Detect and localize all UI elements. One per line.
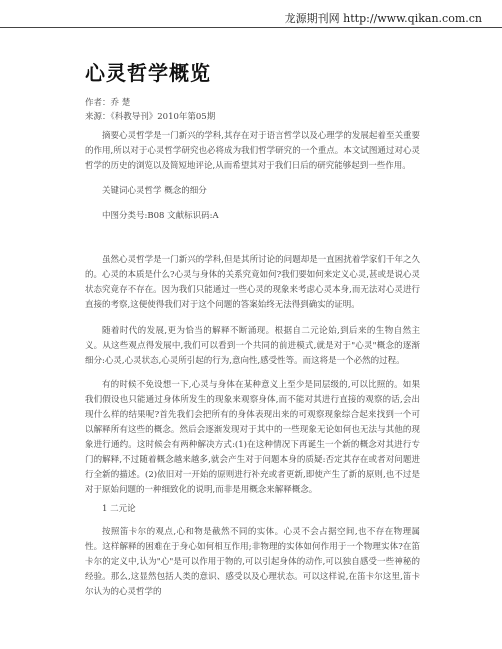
author-line: 作者：乔 楚 bbox=[85, 98, 131, 108]
classification-line: 中图分类号:B08 文献标识码:A bbox=[102, 211, 219, 221]
site-header[interactable]: 龙源期刊网 http://www.qikan.com.cn bbox=[284, 12, 482, 25]
paragraph-1 bbox=[85, 253, 420, 313]
section-heading: 1 二元论 bbox=[102, 504, 136, 514]
paragraph-text: 随着时代的发展,更为恰当的解释不断涌现。根据自二元论始,到后来的生物自然主义。从这些观点得发展中,我们可以看到一个共同的前进模式,就是对于"心灵"概念的逐渐细分:心灵,心灵状态,心灵所引起的行为,意向性,感受性等。而这将是一个必然的过程。 bbox=[85, 326, 420, 366]
paragraph-3 bbox=[85, 378, 420, 498]
paragraph-2 bbox=[85, 324, 420, 369]
section-paragraph bbox=[85, 525, 420, 600]
paragraph-text: 按照笛卡尔的观点,心和物是截然不同的实体。心灵不会占据空间,也不存在物理属性。这样解释的困难在于身心如何相互作用;非物理的实体如何作用于一个物理实体?在笛卡尔的定义中,认为"心"是可以作用于物的,可以引起身体的动作,可以独自感受一些神秘的经验。那么,这显然包括人类的意识、感受以及心理状态。可以这样说,在笛卡尔这里,笛卡尔认为的心灵哲学的 bbox=[85, 527, 420, 597]
paragraph-text: 有的时候不免设想一下,心灵与身体在某种意义上至少是同层级的,可以比照的。如果我们假设也只能通过身体所发生的现象来观察身体,而不能对其进行直接的观察的话,会出现什么样的结果呢?首先我们会把所有的身体表现出来的可观察现象综合起来找到一个可以解释所有这些的概念。然后会逐渐发现对于其中的一些现象无论如何也无法与其他的现象进行通约。这时候会有两种解决方式:(1)在这种情况下再诞生一个新的概念对其进行专门的解释,不过随着概念越来越多,就会产生对于问题本身的质疑:否定其存在或者对问题进行全新的描述。(2)依旧对一开始的原则进行补充或者更新,即使产生了新的原则,也不过是对于原始问题的一种细致化的说明,而非是用概念来解释概念。 bbox=[85, 380, 420, 495]
source-line: 来源：《科教导刊》2010年第05期 bbox=[85, 112, 216, 122]
article-title: 心灵哲学概览 bbox=[85, 61, 211, 85]
abstract-text: 摘要心灵哲学是一门新兴的学科,其存在对于语言哲学以及心理学的发展起着至关重要的作用,所以对于心灵哲学研究也必将成为我们哲学研究的一个重点。本文试图通过对心灵哲学的历史的浏览以及简短地评论,从而希望其对于我们日后的研究能够起到一些作用。 bbox=[85, 131, 420, 171]
abstract-block bbox=[85, 129, 420, 174]
keywords-line: 关键词心灵哲学 概念的细分 bbox=[102, 186, 207, 196]
paragraph-text: 虽然心灵哲学是一门新兴的学科,但是其所讨论的问题却是一直困扰着学家们千年之久的。心灵的本质是什么?心灵与身体的关系究竟如何?我们要如何来定义心灵,甚或是说心灵状态究竟存不存在。因为我们只能通过一些心灵的现象来考虑心灵本身,而无法对心灵进行直接的考察,这便使得我们对于这个问题的答案始终无法得到确实的证明。 bbox=[85, 255, 420, 310]
header-divider bbox=[0, 27, 502, 28]
